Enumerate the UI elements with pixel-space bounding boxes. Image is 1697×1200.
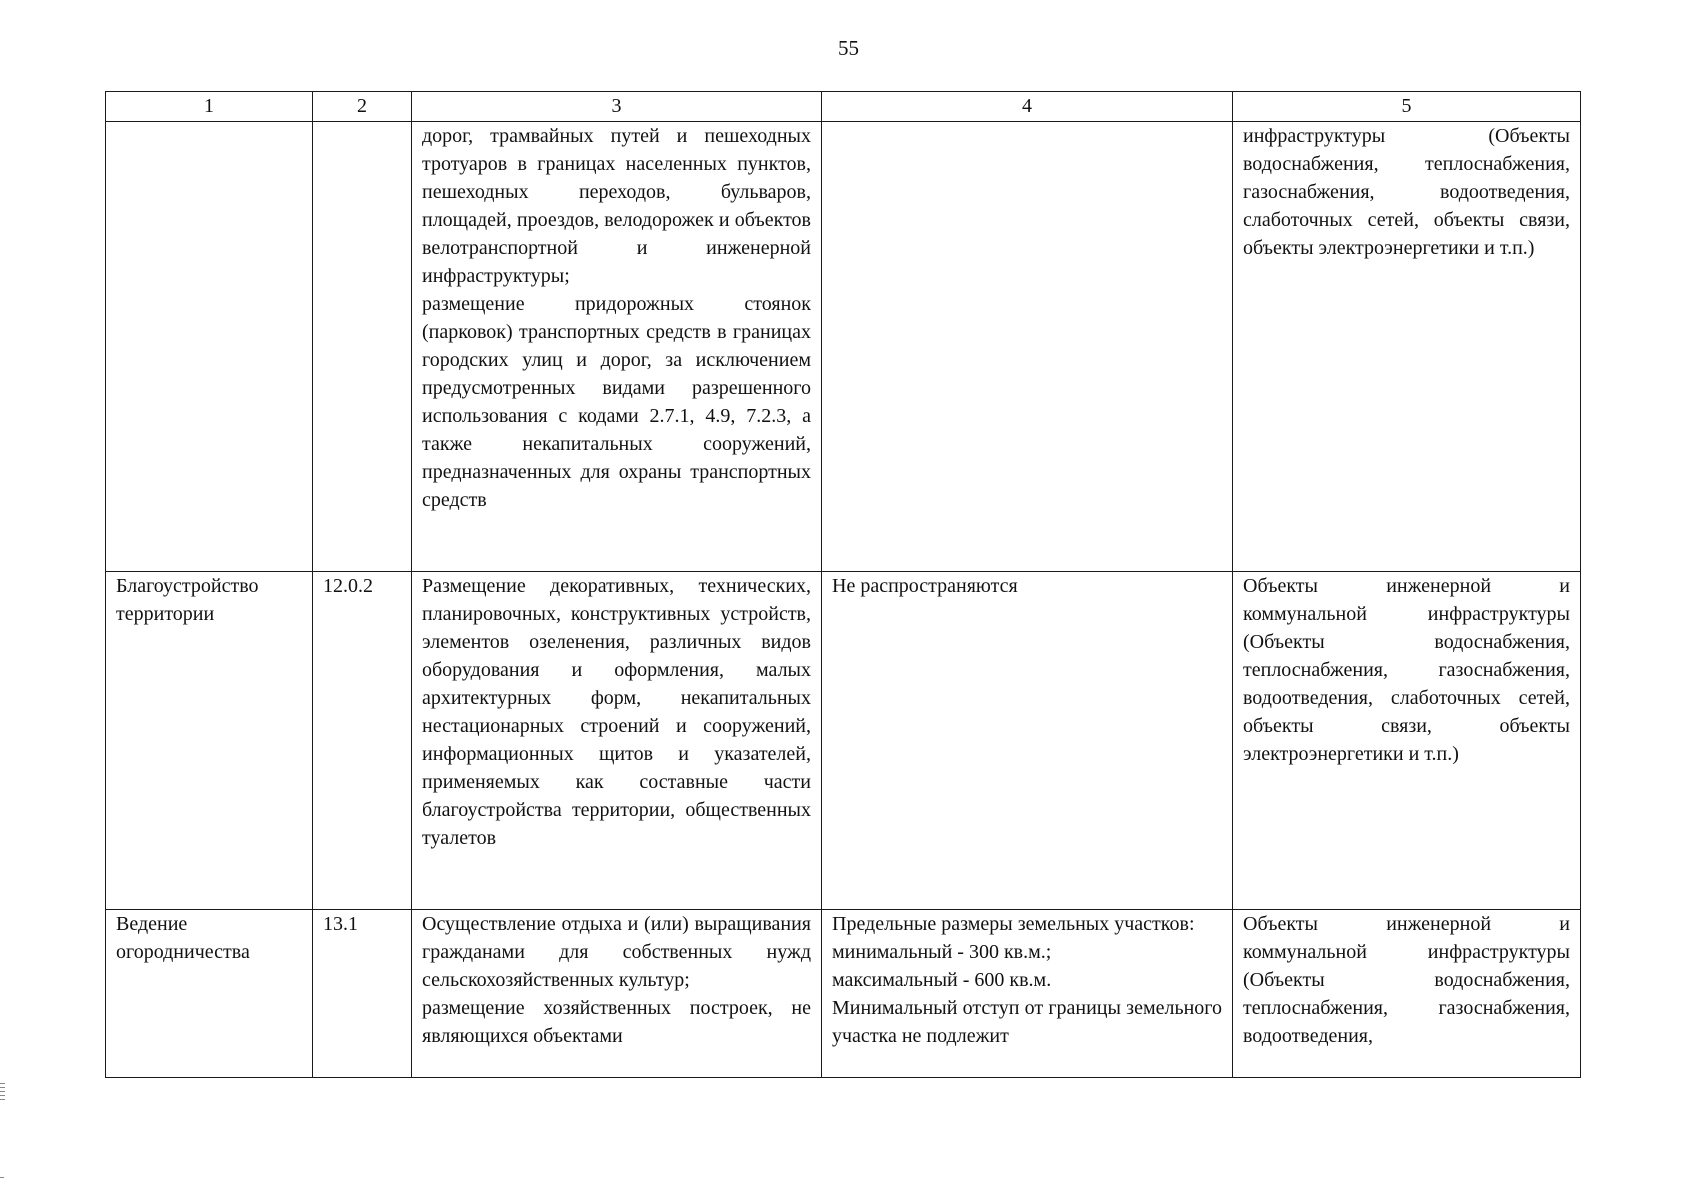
margin-scan-mark [0, 1083, 5, 1101]
column-header-5: 5 [1233, 92, 1581, 122]
cell-parameters: Не распространяются [822, 572, 1233, 910]
column-header-4: 4 [822, 92, 1233, 122]
cell-use-code: 13.1 [313, 910, 412, 1078]
table-row [106, 910, 1581, 1078]
cell-use-description: дорог, трамвайных путей и пешеходных тротуаров в границах населенных пунктов, пешеходных переходов, бульваров, площадей, проездов, велодорожек и объектов велотранспортной и инженерной инфраструктуры; размещение придорожных стоянок (парковок) транспортных средств в границах городских улиц и дорог, за исключением предусмотренных видами разрешенного использования с кодами 2.7.1, 4.9, 7.2.3, а также некапитальных сооружений, предназначенных для охраны транспортных средств [412, 122, 822, 572]
table-row [106, 122, 1581, 572]
table-header-row [106, 92, 1581, 122]
column-header-3: 3 [412, 92, 822, 122]
cell-use-name: Благоустройство территории [106, 572, 313, 910]
cell-use-code: 12.0.2 [313, 572, 412, 910]
cell-parameters: Предельные размеры земельных участков: минимальный - 300 кв.м.; максимальный - 600 кв.м. Минимальный отступ от границы земельного участка не подлежит [822, 910, 1233, 1078]
cell-use-description: Осуществление отдыха и (или) выращивания гражданами для собственных нужд сельскохозяйственных культур; размещение хозяйственных построек, не являющихся объектами [412, 910, 822, 1078]
cell-infrastructure: инфраструктуры (Объекты водоснабжения, теплоснабжения, газоснабжения, водоотведения, слаботочных сетей, объекты связи, объекты электроэнергетики и т.п.) [1233, 122, 1581, 572]
margin-scan-dash [0, 1177, 4, 1178]
column-header-1: 1 [106, 92, 313, 122]
column-header-2: 2 [313, 92, 412, 122]
page-number: 55 [838, 36, 859, 60]
cell-use-name: Ведение огородничества [106, 910, 313, 1078]
cell-infrastructure: Объекты инженерной и коммунальной инфраструктуры (Объекты водоснабжения, теплоснабжения, газоснабжения, водоотведения, [1233, 910, 1581, 1078]
cell-use-description: Размещение декоративных, технических, планировочных, конструктивных устройств, элементов озеленения, различных видов оборудования и оформления, малых архитектурных форм, некапитальных нестационарных строений и сооружений, информационных щитов и указателей, применяемых как составные части благоустройства территории, общественных туалетов [412, 572, 822, 910]
cell-use-name [106, 122, 313, 572]
cell-use-code [313, 122, 412, 572]
land-use-table [105, 91, 1581, 1078]
cell-parameters [822, 122, 1233, 572]
table-row [106, 572, 1581, 910]
cell-infrastructure: Объекты инженерной и коммунальной инфраструктуры (Объекты водоснабжения, теплоснабжения, газоснабжения, водоотведения, слаботочных сетей, объекты связи, объекты электроэнергетики и т.п.) [1233, 572, 1581, 910]
